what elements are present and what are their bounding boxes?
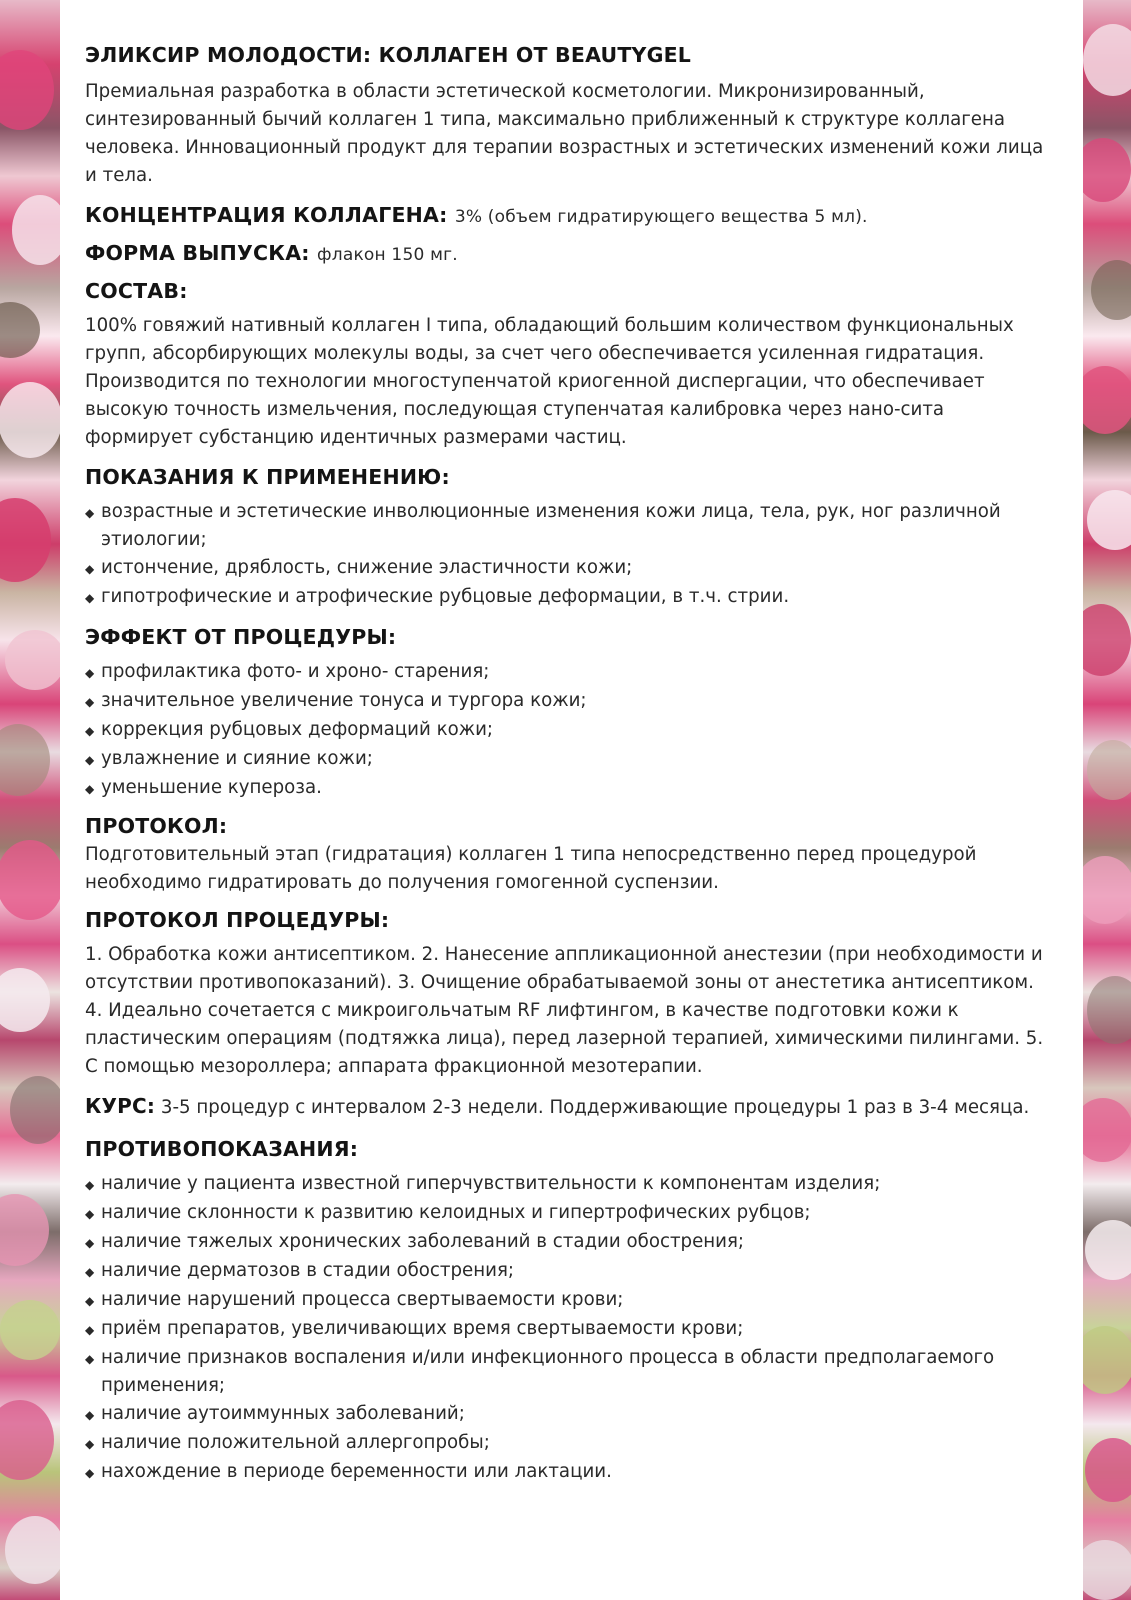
procedure-protocol-text: 1. Обработка кожи антисептиком. 2. Нанесение аппликационной анестезии (при необходимости и отсутствии противопоказаний). 3. Очищение обрабатываемой зоны от анестетика антисептиком. 4. Идеально сочетается с микроигольчатым RF лифтингом, в качестве подготовки кожи к пластическим операциям (подтяжка лица), перед лазерной терапией, химическими пилингами. 5. С помощью мезороллера; аппарата фракционной мезотерапии. xyxy=(85,944,1044,1077)
course-text: 3-5 процедур с интервалом 2-3 недели. Поддерживающие процедуры 1 раз в 3-4 месяца. xyxy=(160,1097,1030,1118)
diamond-bullet-icon: ◆ xyxy=(85,695,95,709)
page-title: ЭЛИКСИР МОЛОДОСТИ: КОЛЛАГЕН ОТ BEAUTYGEL xyxy=(85,43,692,67)
list-item-text: коррекция рубцовых деформаций кожи; xyxy=(101,719,494,740)
list-item-text: наличие аутоиммунных заболеваний; xyxy=(101,1403,465,1424)
procedure-protocol-heading: ПРОТОКОЛ ПРОЦЕДУРЫ: xyxy=(85,908,390,932)
list-item-text: наличие у пациента известной гиперчувствительности к компонентам изделия; xyxy=(101,1173,881,1194)
list-item xyxy=(85,1170,1045,1199)
protocol-heading: ПРОТОКОЛ: xyxy=(85,814,228,838)
list-item-text: профилактика фото- и хроно- старения; xyxy=(101,661,490,682)
list-item xyxy=(85,774,1045,803)
course-line xyxy=(85,1091,1045,1122)
list-item xyxy=(85,1458,1045,1487)
list-item-text: увлажнение и сияние кожи; xyxy=(101,748,373,769)
document-body xyxy=(85,40,1045,1487)
list-item-text: уменьшение купероза. xyxy=(101,777,322,798)
diamond-bullet-icon: ◆ xyxy=(85,1265,95,1279)
diamond-bullet-icon: ◆ xyxy=(85,1437,95,1451)
protocol-text: Подготовительный этап (гидратация) коллаген 1 типа непосредственно перед процедурой необходимо гидратировать до получения гомогенной суспензии. xyxy=(85,844,977,893)
list-item-text: наличие признаков воспаления и/или инфекционного процесса в области предполагаемого применения; xyxy=(101,1347,995,1396)
list-item-text: наличие тяжелых хронических заболеваний в стадии обострения; xyxy=(101,1231,745,1252)
list-item xyxy=(85,658,1045,687)
list-item xyxy=(85,1344,1045,1400)
course-label: КУРС: xyxy=(85,1094,156,1118)
concentration-value: 3% (объем гидратирующего вещества 5 мл). xyxy=(454,207,868,227)
diamond-bullet-icon: ◆ xyxy=(85,591,95,605)
list-item-text: наличие нарушений процесса свертываемости крови; xyxy=(101,1289,624,1310)
release-form-value: флакон 150 мг. xyxy=(317,245,458,265)
flower-petals-left-icon xyxy=(0,0,60,1600)
list-item-text: истончение, дряблость, снижение эластичности кожи; xyxy=(101,557,633,578)
floral-border-right xyxy=(1083,0,1131,1600)
list-item xyxy=(85,687,1045,716)
diamond-bullet-icon: ◆ xyxy=(85,1408,95,1422)
diamond-bullet-icon: ◆ xyxy=(85,506,95,520)
indications-heading: ПОКАЗАНИЯ К ПРИМЕНЕНИЮ: xyxy=(85,465,450,489)
list-item xyxy=(85,1199,1045,1228)
diamond-bullet-icon: ◆ xyxy=(85,666,95,680)
composition-paragraph-2: Производится по технологии многоступенчатой криогенной диспергации, что обеспечивает высокую точность измельчения, последующая ступенчатая калибровка через нано-сита формирует субстанцию идентичных размерами частиц. xyxy=(85,371,985,448)
list-item-text: приём препаратов, увеличивающих время свертываемости крови; xyxy=(101,1318,744,1339)
flower-petals-right-icon xyxy=(1083,0,1131,1600)
release-form-line xyxy=(85,238,1045,270)
list-item xyxy=(85,498,1045,554)
concentration-line xyxy=(85,200,1045,232)
diamond-bullet-icon: ◆ xyxy=(85,1323,95,1337)
list-item xyxy=(85,554,1045,583)
diamond-bullet-icon: ◆ xyxy=(85,562,95,576)
diamond-bullet-icon: ◆ xyxy=(85,1207,95,1221)
list-item xyxy=(85,1400,1045,1429)
list-item xyxy=(85,745,1045,774)
list-item-text: значительное увеличение тонуса и тургора кожи; xyxy=(101,690,587,711)
contraindications-heading: ПРОТИВОПОКАЗАНИЯ: xyxy=(85,1137,359,1161)
list-item-text: нахождение в периоде беременности или лактации. xyxy=(101,1461,612,1482)
effect-heading: ЭФФЕКТ ОТ ПРОЦЕДУРЫ: xyxy=(85,625,397,649)
list-item xyxy=(85,716,1045,745)
list-item xyxy=(85,583,1045,612)
list-item-text: наличие положительной аллергопробы; xyxy=(101,1432,490,1453)
diamond-bullet-icon: ◆ xyxy=(85,1352,95,1366)
list-item-text: наличие склонности к развитию келоидных и гипертрофических рубцов; xyxy=(101,1202,811,1223)
list-item xyxy=(85,1257,1045,1286)
diamond-bullet-icon: ◆ xyxy=(85,753,95,767)
diamond-bullet-icon: ◆ xyxy=(85,1178,95,1192)
concentration-label: КОНЦЕНТРАЦИЯ КОЛЛАГЕНА: xyxy=(85,203,448,227)
list-item xyxy=(85,1286,1045,1315)
composition-paragraph-1: 100% говяжий нативный коллаген I типа, обладающий большим количеством функциональных групп, абсорбирующих молекулы воды, за счет чего обеспечивается усиленная гидратация. xyxy=(85,315,1014,364)
diamond-bullet-icon: ◆ xyxy=(85,782,95,796)
indications-list xyxy=(85,498,1045,612)
diamond-bullet-icon: ◆ xyxy=(85,724,95,738)
diamond-bullet-icon: ◆ xyxy=(85,1466,95,1480)
floral-border-left xyxy=(0,0,60,1600)
release-form-label: ФОРМА ВЫПУСКА: xyxy=(85,241,310,265)
list-item-text: гипотрофические и атрофические рубцовые деформации, в т.ч. стрии. xyxy=(101,586,790,607)
intro-paragraph: Премиальная разработка в области эстетической косметологии. Микронизированный, синтезированный бычий коллаген 1 типа, максимально приближенный к структуре коллагена человека. Инновационный продукт для терапии возрастных и эстетических изменений кожи лица и тела. xyxy=(85,81,1044,186)
contraindications-list xyxy=(85,1170,1045,1487)
diamond-bullet-icon: ◆ xyxy=(85,1294,95,1308)
diamond-bullet-icon: ◆ xyxy=(85,1236,95,1250)
list-item xyxy=(85,1429,1045,1458)
effect-list xyxy=(85,658,1045,803)
list-item xyxy=(85,1315,1045,1344)
composition-heading: СОСТАВ: xyxy=(85,279,188,303)
list-item xyxy=(85,1228,1045,1257)
list-item-text: возрастные и эстетические инволюционные изменения кожи лица, тела, рук, ног различной этиологии; xyxy=(101,501,1001,550)
list-item-text: наличие дерматозов в стадии обострения; xyxy=(101,1260,515,1281)
